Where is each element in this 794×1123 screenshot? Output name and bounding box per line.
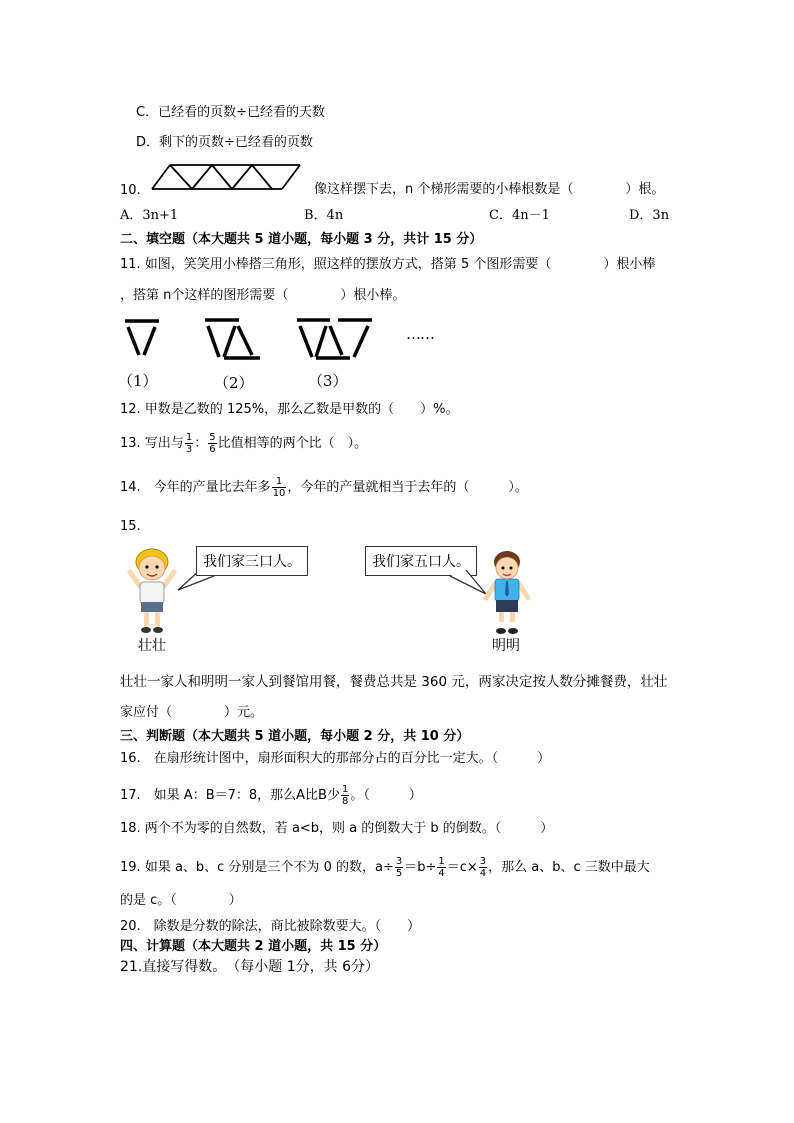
boy-zhuangzhuang-illustration bbox=[126, 546, 178, 636]
trapezoid-chain-figure bbox=[150, 163, 302, 191]
q9-option-d: D．剩下的页数÷已经看的页数 bbox=[136, 135, 313, 150]
triangle-figure-3 bbox=[294, 317, 378, 361]
triangle-figure-2 bbox=[202, 317, 266, 361]
q11-ellipsis: …… bbox=[406, 325, 434, 343]
q17-frac-num: 1 bbox=[341, 784, 349, 795]
section2-title: 二、填空题（本大题共 5 道小题，每小题 3 分，共计 15 分） bbox=[120, 232, 483, 247]
q17-prefix: 17. 如果 A：B＝7：8，那么A比B少 bbox=[120, 788, 340, 803]
q10-text: 像这样摆下去，n 个梯形需要的小棒根数是（ ）根。 bbox=[314, 182, 665, 197]
triangle-figure-1 bbox=[122, 318, 162, 358]
speech-bubble-right: 我们家五口人。 bbox=[365, 546, 477, 576]
q15-number: 15. bbox=[120, 519, 141, 534]
q17-fraction bbox=[341, 784, 349, 807]
q11-label-1: （1） bbox=[118, 372, 158, 390]
section3-title: 三、判断题（本大题共 5 道小题，每小题 2 分，共 10 分） bbox=[120, 729, 470, 744]
q13-suffix: 比值相等的两个比（ ）。 bbox=[217, 436, 368, 451]
q11-label-3: （3） bbox=[308, 372, 348, 390]
q15-line1: 壮壮一家人和明明一家人到餐馆用餐，餐费总共是 360 元，两家决定按人数分摊餐费，壮壮 bbox=[120, 674, 668, 690]
q17-suffix: 。（ ） bbox=[350, 788, 422, 803]
q11-label-2: （2） bbox=[214, 374, 254, 392]
q19-line1 bbox=[120, 856, 650, 879]
q13-fraction-1 bbox=[185, 432, 193, 455]
speech-bubble-left: 我们家三口人。 bbox=[196, 546, 308, 576]
q16-text: 16. 在扇形统计图中，扇形面积大的那部分占的百分比一定大。（ ） bbox=[120, 751, 551, 766]
q19-f2-num: 1 bbox=[438, 856, 445, 867]
q17-line bbox=[120, 784, 422, 807]
q14-fraction bbox=[272, 476, 287, 499]
q14-line bbox=[120, 476, 528, 499]
q19-fraction-1 bbox=[395, 856, 403, 879]
q19-f1-num: 3 bbox=[395, 856, 403, 867]
q13-fraction-2 bbox=[208, 432, 216, 455]
q14-frac-den: 10 bbox=[272, 488, 286, 499]
q13-prefix: 13. 写出与 bbox=[120, 436, 184, 451]
q10-option-b: B．4n bbox=[304, 208, 344, 223]
q21-text: 21.直接写得数。 （每小题 1分，共 6分） bbox=[120, 959, 379, 975]
q15-name-right: 明明 bbox=[492, 638, 520, 654]
q19-f3-num: 3 bbox=[479, 856, 487, 867]
q19-mid2: ＝c× bbox=[446, 860, 478, 875]
q13-frac1-num: 1 bbox=[185, 432, 193, 443]
q19-fraction-2 bbox=[437, 856, 445, 879]
q19-prefix: 19. 如果 a、b、c 分别是三个不为 0 的数，a÷ bbox=[120, 860, 394, 875]
q19-line2: 的是 c。（ ） bbox=[120, 893, 242, 908]
q14-prefix: 14. 今年的产量比去年多 bbox=[120, 480, 271, 495]
q19-suffix: ，那么 a、b、c 三数中最大 bbox=[488, 860, 650, 875]
q18-text: 18. 两个不为零的自然数，若 a<b，则 a 的倒数大于 b 的倒数。（ ） bbox=[120, 821, 554, 836]
q12-text: 12. 甲数是乙数的 125%，那么乙数是甲数的（ ）%。 bbox=[120, 402, 459, 417]
q14-frac-num: 1 bbox=[272, 476, 287, 488]
q19-f3-den: 4 bbox=[479, 868, 487, 879]
section4-title: 四、计算题（本大题共 2 道小题，共 15 分） bbox=[120, 939, 387, 954]
q19-f2-den: 4 bbox=[438, 868, 445, 879]
q19-f1-den: 5 bbox=[395, 868, 403, 879]
q10-option-c: C．4n－1 bbox=[489, 208, 550, 223]
q13-line bbox=[120, 432, 367, 455]
q11-line2: ，搭第 n个这样的图形需要（ ）根小棒。 bbox=[120, 288, 406, 303]
q10-number: 10. bbox=[120, 183, 141, 198]
q10-option-d: D．3n bbox=[629, 208, 670, 223]
q20-text: 20. 除数是分数的除法，商比被除数要大。（ ） bbox=[120, 919, 421, 934]
boy-mingming-illustration bbox=[480, 548, 534, 638]
q15-line2: 家应付（ ）元。 bbox=[120, 705, 264, 720]
q13-frac2-num: 5 bbox=[209, 432, 216, 443]
q13-frac1-den: 3 bbox=[185, 444, 193, 455]
q11-line1: 11. 如图，笑笑用小棒搭三角形，照这样的摆放方式，搭第 5 个图形需要（ ）根小棒 bbox=[120, 257, 656, 272]
q10-option-a: A．3n+1 bbox=[120, 208, 179, 223]
q13-colon: ： bbox=[194, 436, 208, 451]
q14-suffix: ，今年的产量就相当于去年的（ ）。 bbox=[287, 480, 528, 495]
q19-fraction-3 bbox=[479, 856, 487, 879]
q15-name-left: 壮壮 bbox=[138, 638, 166, 654]
q17-frac-den: 8 bbox=[341, 796, 349, 807]
q9-option-c: C．已经看的页数÷已经看的天数 bbox=[136, 105, 325, 120]
q13-frac2-den: 6 bbox=[209, 444, 216, 455]
q19-mid1: ＝b÷ bbox=[404, 860, 437, 875]
